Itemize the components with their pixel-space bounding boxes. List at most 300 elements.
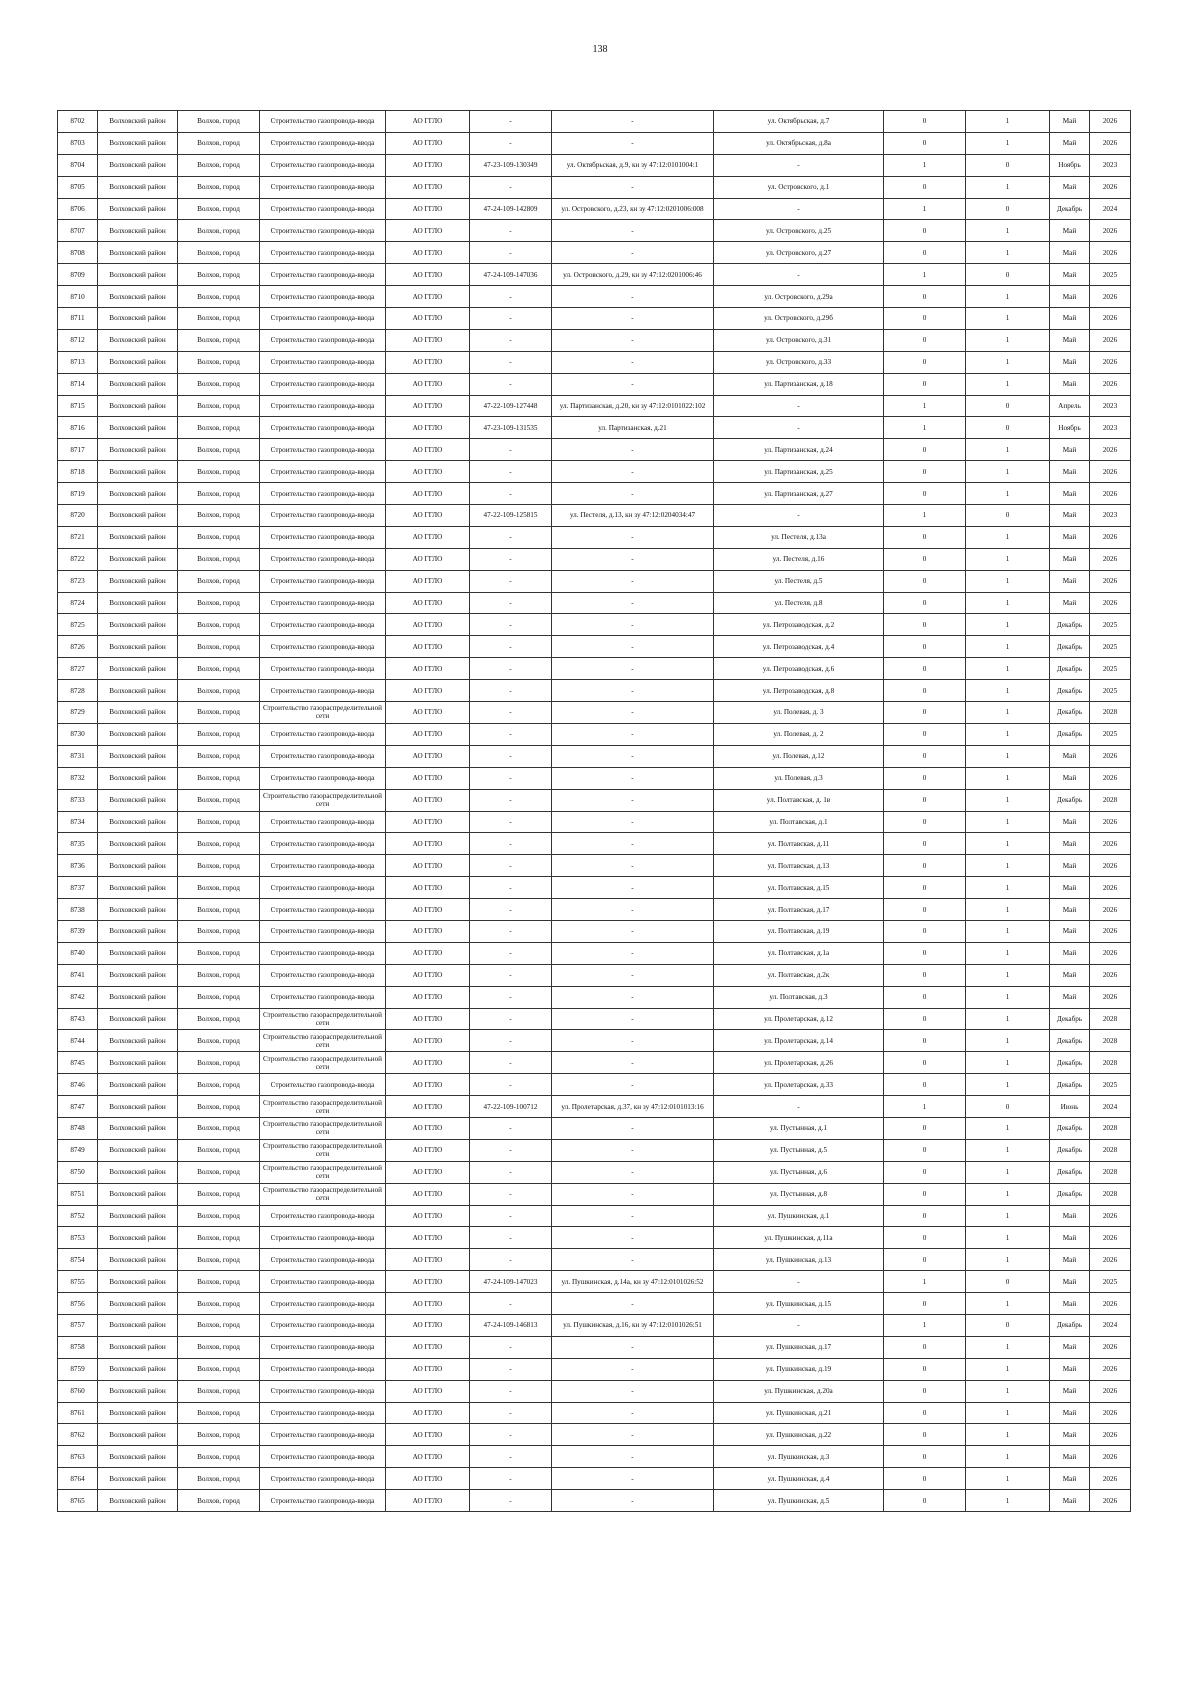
- application-number-cell: -: [470, 1336, 552, 1358]
- table-row: [58, 1161, 1131, 1183]
- settlement-cell: Волхов, город: [178, 570, 260, 592]
- month-cell: Май: [1050, 1424, 1090, 1446]
- month-cell: Май: [1050, 439, 1090, 461]
- count-a-cell: 1: [884, 264, 966, 286]
- existing-address-cell: -: [552, 1446, 714, 1468]
- planned-address-cell: ул. Пушкинская, д.15: [714, 1293, 884, 1315]
- application-number-cell: -: [470, 1205, 552, 1227]
- planned-address-cell: ул. Островского, д.1: [714, 176, 884, 198]
- application-number-cell: -: [470, 220, 552, 242]
- work-type-cell: Строительство газопровода-ввода: [260, 220, 386, 242]
- district-cell: Волховский район: [98, 964, 178, 986]
- planned-address-cell: ул. Полтавская, д.19: [714, 920, 884, 942]
- application-number-cell: -: [470, 767, 552, 789]
- month-cell: Декабрь: [1050, 1117, 1090, 1139]
- settlement-cell: Волхов, город: [178, 111, 260, 133]
- organization-cell: АО ГГЛО: [386, 461, 470, 483]
- table-row: [58, 1249, 1131, 1271]
- settlement-cell: Волхов, город: [178, 986, 260, 1008]
- settlement-cell: Волхов, город: [178, 1358, 260, 1380]
- settlement-cell: Волхов, город: [178, 745, 260, 767]
- count-b-cell: 1: [966, 614, 1050, 636]
- settlement-cell: Волхов, город: [178, 439, 260, 461]
- existing-address-cell: -: [552, 1008, 714, 1030]
- count-a-cell: 0: [884, 220, 966, 242]
- settlement-cell: Волхов, город: [178, 1314, 260, 1336]
- work-type-cell: Строительство газораспределительной сети: [260, 1096, 386, 1118]
- count-a-cell: 0: [884, 877, 966, 899]
- month-cell: Декабрь: [1050, 1052, 1090, 1074]
- work-type-cell: Строительство газопровода-ввода: [260, 767, 386, 789]
- district-cell: Волховский район: [98, 1096, 178, 1118]
- organization-cell: АО ГГЛО: [386, 1358, 470, 1380]
- organization-cell: АО ГГЛО: [386, 592, 470, 614]
- month-cell: Май: [1050, 308, 1090, 330]
- district-cell: Волховский район: [98, 636, 178, 658]
- year-cell: 2028: [1090, 1030, 1131, 1052]
- count-a-cell: 0: [884, 614, 966, 636]
- row-number-cell: 8757: [58, 1314, 98, 1336]
- count-b-cell: 1: [966, 351, 1050, 373]
- application-number-cell: -: [470, 1490, 552, 1512]
- organization-cell: АО ГГЛО: [386, 220, 470, 242]
- district-cell: Волховский район: [98, 877, 178, 899]
- year-cell: 2026: [1090, 329, 1131, 351]
- count-a-cell: 0: [884, 1249, 966, 1271]
- table-row: [58, 1096, 1131, 1118]
- year-cell: 2026: [1090, 920, 1131, 942]
- existing-address-cell: -: [552, 702, 714, 724]
- settlement-cell: Волхов, город: [178, 1446, 260, 1468]
- district-cell: Волховский район: [98, 264, 178, 286]
- year-cell: 2026: [1090, 111, 1131, 133]
- registry-table-body: [58, 111, 1131, 1512]
- organization-cell: АО ГГЛО: [386, 1227, 470, 1249]
- settlement-cell: Волхов, город: [178, 220, 260, 242]
- application-number-cell: -: [470, 526, 552, 548]
- month-cell: Декабрь: [1050, 198, 1090, 220]
- settlement-cell: Волхов, город: [178, 920, 260, 942]
- count-b-cell: 1: [966, 220, 1050, 242]
- year-cell: 2026: [1090, 767, 1131, 789]
- district-cell: Волховский район: [98, 1227, 178, 1249]
- organization-cell: АО ГГЛО: [386, 264, 470, 286]
- count-a-cell: 0: [884, 1380, 966, 1402]
- planned-address-cell: ул. Островского, д.29а: [714, 286, 884, 308]
- count-b-cell: 1: [966, 1402, 1050, 1424]
- organization-cell: АО ГГЛО: [386, 1490, 470, 1512]
- work-type-cell: Строительство газопровода-ввода: [260, 373, 386, 395]
- month-cell: Май: [1050, 1446, 1090, 1468]
- table-row: [58, 570, 1131, 592]
- count-a-cell: 0: [884, 1468, 966, 1490]
- month-cell: Май: [1050, 811, 1090, 833]
- existing-address-cell: ул. Пролетарская, д.37, кн зу 47:12:0101013:16: [552, 1096, 714, 1118]
- application-number-cell: -: [470, 702, 552, 724]
- count-b-cell: 1: [966, 680, 1050, 702]
- row-number-cell: 8750: [58, 1161, 98, 1183]
- count-b-cell: 1: [966, 1490, 1050, 1512]
- existing-address-cell: -: [552, 461, 714, 483]
- table-row: [58, 483, 1131, 505]
- application-number-cell: 47-24-109-147023: [470, 1271, 552, 1293]
- year-cell: 2023: [1090, 154, 1131, 176]
- work-type-cell: Строительство газопровода-ввода: [260, 242, 386, 264]
- year-cell: 2028: [1090, 1183, 1131, 1205]
- page-number: 138: [592, 44, 608, 55]
- table-row: [58, 1314, 1131, 1336]
- work-type-cell: Строительство газопровода-ввода: [260, 461, 386, 483]
- work-type-cell: Строительство газопровода-ввода: [260, 329, 386, 351]
- planned-address-cell: ул. Партизанская, д.18: [714, 373, 884, 395]
- table-row: [58, 1183, 1131, 1205]
- year-cell: 2026: [1090, 1468, 1131, 1490]
- table-row: [58, 702, 1131, 724]
- organization-cell: АО ГГЛО: [386, 855, 470, 877]
- planned-address-cell: ул. Полевая, д. 3: [714, 702, 884, 724]
- district-cell: Волховский район: [98, 614, 178, 636]
- month-cell: Май: [1050, 483, 1090, 505]
- existing-address-cell: ул. Партизанская, д.20, кн зу 47:12:0101022:102: [552, 395, 714, 417]
- month-cell: Декабрь: [1050, 636, 1090, 658]
- existing-address-cell: ул. Пушкинская, д.16, кн зу 47:12:0101026:51: [552, 1314, 714, 1336]
- application-number-cell: -: [470, 855, 552, 877]
- district-cell: Волховский район: [98, 176, 178, 198]
- year-cell: 2026: [1090, 855, 1131, 877]
- existing-address-cell: -: [552, 1468, 714, 1490]
- planned-address-cell: ул. Пролетарская, д.14: [714, 1030, 884, 1052]
- month-cell: Май: [1050, 877, 1090, 899]
- count-b-cell: 1: [966, 111, 1050, 133]
- row-number-cell: 8702: [58, 111, 98, 133]
- count-b-cell: 1: [966, 526, 1050, 548]
- settlement-cell: Волхов, город: [178, 1030, 260, 1052]
- count-a-cell: 0: [884, 351, 966, 373]
- organization-cell: АО ГГЛО: [386, 1205, 470, 1227]
- count-a-cell: 0: [884, 702, 966, 724]
- district-cell: Волховский район: [98, 1358, 178, 1380]
- application-number-cell: -: [470, 942, 552, 964]
- count-b-cell: 1: [966, 176, 1050, 198]
- count-b-cell: 1: [966, 964, 1050, 986]
- month-cell: Декабрь: [1050, 723, 1090, 745]
- organization-cell: АО ГГЛО: [386, 702, 470, 724]
- organization-cell: АО ГГЛО: [386, 526, 470, 548]
- organization-cell: АО ГГЛО: [386, 1293, 470, 1315]
- settlement-cell: Волхов, город: [178, 833, 260, 855]
- existing-address-cell: -: [552, 308, 714, 330]
- application-number-cell: -: [470, 1293, 552, 1315]
- count-a-cell: 1: [884, 505, 966, 527]
- count-a-cell: 0: [884, 548, 966, 570]
- existing-address-cell: -: [552, 636, 714, 658]
- count-a-cell: 0: [884, 176, 966, 198]
- planned-address-cell: ул. Полтавская, д.3: [714, 986, 884, 1008]
- table-row: [58, 1468, 1131, 1490]
- year-cell: 2026: [1090, 1293, 1131, 1315]
- table-row: [58, 1271, 1131, 1293]
- count-a-cell: 1: [884, 395, 966, 417]
- month-cell: Май: [1050, 111, 1090, 133]
- planned-address-cell: ул. Пестеля, д.16: [714, 548, 884, 570]
- planned-address-cell: ул. Полевая, д.3: [714, 767, 884, 789]
- year-cell: 2024: [1090, 1096, 1131, 1118]
- year-cell: 2028: [1090, 789, 1131, 811]
- table-row: [58, 1117, 1131, 1139]
- row-number-cell: 8717: [58, 439, 98, 461]
- district-cell: Волховский район: [98, 1314, 178, 1336]
- district-cell: Волховский район: [98, 920, 178, 942]
- district-cell: Волховский район: [98, 395, 178, 417]
- organization-cell: АО ГГЛО: [386, 899, 470, 921]
- application-number-cell: -: [470, 592, 552, 614]
- existing-address-cell: ул. Октябрьская, д.9, кн зу 47:12:0101004:1: [552, 154, 714, 176]
- settlement-cell: Волхов, город: [178, 1293, 260, 1315]
- planned-address-cell: ул. Октябрьская, д.8а: [714, 132, 884, 154]
- application-number-cell: 47-24-109-142809: [470, 198, 552, 220]
- existing-address-cell: -: [552, 483, 714, 505]
- count-b-cell: 0: [966, 395, 1050, 417]
- planned-address-cell: ул. Пушкинская, д.13: [714, 1249, 884, 1271]
- planned-address-cell: ул. Пролетарская, д.33: [714, 1074, 884, 1096]
- planned-address-cell: ул. Октябрьская, д.7: [714, 111, 884, 133]
- district-cell: Волховский район: [98, 570, 178, 592]
- planned-address-cell: ул. Пушкинская, д.20а: [714, 1380, 884, 1402]
- district-cell: Волховский район: [98, 1161, 178, 1183]
- organization-cell: АО ГГЛО: [386, 877, 470, 899]
- district-cell: Волховский район: [98, 592, 178, 614]
- count-b-cell: 1: [966, 1139, 1050, 1161]
- existing-address-cell: -: [552, 1161, 714, 1183]
- month-cell: Май: [1050, 986, 1090, 1008]
- count-a-cell: 0: [884, 636, 966, 658]
- application-number-cell: 47-22-109-125815: [470, 505, 552, 527]
- count-a-cell: 0: [884, 329, 966, 351]
- district-cell: Волховский район: [98, 702, 178, 724]
- district-cell: Волховский район: [98, 308, 178, 330]
- planned-address-cell: -: [714, 417, 884, 439]
- application-number-cell: -: [470, 1424, 552, 1446]
- year-cell: 2024: [1090, 1314, 1131, 1336]
- existing-address-cell: -: [552, 220, 714, 242]
- settlement-cell: Волхов, город: [178, 242, 260, 264]
- application-number-cell: -: [470, 811, 552, 833]
- month-cell: Май: [1050, 833, 1090, 855]
- settlement-cell: Волхов, город: [178, 942, 260, 964]
- planned-address-cell: ул. Пролетарская, д.26: [714, 1052, 884, 1074]
- settlement-cell: Волхов, город: [178, 308, 260, 330]
- table-row: [58, 132, 1131, 154]
- table-row: [58, 264, 1131, 286]
- settlement-cell: Волхов, город: [178, 176, 260, 198]
- row-number-cell: 8758: [58, 1336, 98, 1358]
- settlement-cell: Волхов, город: [178, 899, 260, 921]
- row-number-cell: 8732: [58, 767, 98, 789]
- application-number-cell: -: [470, 833, 552, 855]
- table-row: [58, 198, 1131, 220]
- row-number-cell: 8755: [58, 1271, 98, 1293]
- organization-cell: АО ГГЛО: [386, 1336, 470, 1358]
- work-type-cell: Строительство газопровода-ввода: [260, 132, 386, 154]
- month-cell: Май: [1050, 1205, 1090, 1227]
- year-cell: 2026: [1090, 132, 1131, 154]
- organization-cell: АО ГГЛО: [386, 614, 470, 636]
- count-a-cell: 0: [884, 483, 966, 505]
- planned-address-cell: -: [714, 264, 884, 286]
- work-type-cell: Строительство газопровода-ввода: [260, 1446, 386, 1468]
- count-b-cell: 1: [966, 132, 1050, 154]
- existing-address-cell: -: [552, 1227, 714, 1249]
- count-a-cell: 1: [884, 1271, 966, 1293]
- existing-address-cell: ул. Партизанская, д.21: [552, 417, 714, 439]
- planned-address-cell: ул. Пустынная, д.1: [714, 1117, 884, 1139]
- planned-address-cell: ул. Партизанская, д.24: [714, 439, 884, 461]
- month-cell: Май: [1050, 855, 1090, 877]
- planned-address-cell: -: [714, 505, 884, 527]
- planned-address-cell: ул. Петрозаводская, д.2: [714, 614, 884, 636]
- row-number-cell: 8753: [58, 1227, 98, 1249]
- work-type-cell: Строительство газораспределительной сети: [260, 702, 386, 724]
- planned-address-cell: ул. Партизанская, д.25: [714, 461, 884, 483]
- count-a-cell: 0: [884, 286, 966, 308]
- table-row: [58, 592, 1131, 614]
- work-type-cell: Строительство газораспределительной сети: [260, 1030, 386, 1052]
- count-b-cell: 1: [966, 920, 1050, 942]
- work-type-cell: Строительство газопровода-ввода: [260, 1358, 386, 1380]
- planned-address-cell: ул. Пустынная, д.5: [714, 1139, 884, 1161]
- table-row: [58, 767, 1131, 789]
- district-cell: Волховский район: [98, 373, 178, 395]
- application-number-cell: -: [470, 461, 552, 483]
- count-a-cell: 0: [884, 986, 966, 1008]
- existing-address-cell: -: [552, 1074, 714, 1096]
- existing-address-cell: -: [552, 964, 714, 986]
- count-a-cell: 0: [884, 1424, 966, 1446]
- existing-address-cell: -: [552, 1249, 714, 1271]
- settlement-cell: Волхов, город: [178, 636, 260, 658]
- year-cell: 2026: [1090, 461, 1131, 483]
- settlement-cell: Волхов, город: [178, 1139, 260, 1161]
- count-b-cell: 1: [966, 1052, 1050, 1074]
- row-number-cell: 8760: [58, 1380, 98, 1402]
- count-a-cell: 0: [884, 1030, 966, 1052]
- row-number-cell: 8746: [58, 1074, 98, 1096]
- row-number-cell: 8749: [58, 1139, 98, 1161]
- year-cell: 2026: [1090, 439, 1131, 461]
- count-b-cell: 1: [966, 1008, 1050, 1030]
- settlement-cell: Волхов, город: [178, 767, 260, 789]
- application-number-cell: 47-24-109-147036: [470, 264, 552, 286]
- table-row: [58, 1074, 1131, 1096]
- row-number-cell: 8724: [58, 592, 98, 614]
- planned-address-cell: ул. Пустынная, д.6: [714, 1161, 884, 1183]
- year-cell: 2026: [1090, 548, 1131, 570]
- application-number-cell: -: [470, 1183, 552, 1205]
- planned-address-cell: ул. Полевая, д. 2: [714, 723, 884, 745]
- organization-cell: АО ГГЛО: [386, 1249, 470, 1271]
- year-cell: 2023: [1090, 417, 1131, 439]
- planned-address-cell: ул. Пушкинская, д.17: [714, 1336, 884, 1358]
- month-cell: Май: [1050, 1336, 1090, 1358]
- settlement-cell: Волхов, город: [178, 132, 260, 154]
- month-cell: Апрель: [1050, 395, 1090, 417]
- organization-cell: АО ГГЛО: [386, 111, 470, 133]
- count-a-cell: 0: [884, 308, 966, 330]
- application-number-cell: -: [470, 899, 552, 921]
- planned-address-cell: ул. Полтавская, д.15: [714, 877, 884, 899]
- table-row: [58, 811, 1131, 833]
- count-a-cell: 0: [884, 833, 966, 855]
- settlement-cell: Волхов, город: [178, 351, 260, 373]
- count-a-cell: 0: [884, 1358, 966, 1380]
- planned-address-cell: ул. Пушкинская, д.3: [714, 1446, 884, 1468]
- existing-address-cell: -: [552, 1183, 714, 1205]
- existing-address-cell: -: [552, 614, 714, 636]
- work-type-cell: Строительство газопровода-ввода: [260, 1227, 386, 1249]
- year-cell: 2026: [1090, 242, 1131, 264]
- table-row: [58, 964, 1131, 986]
- work-type-cell: Строительство газопровода-ввода: [260, 1424, 386, 1446]
- count-a-cell: 0: [884, 242, 966, 264]
- month-cell: Май: [1050, 176, 1090, 198]
- row-number-cell: 8730: [58, 723, 98, 745]
- year-cell: 2026: [1090, 483, 1131, 505]
- planned-address-cell: ул. Полтавская, д.11: [714, 833, 884, 855]
- table-row: [58, 351, 1131, 373]
- table-row: [58, 308, 1131, 330]
- count-a-cell: 0: [884, 1205, 966, 1227]
- organization-cell: АО ГГЛО: [386, 154, 470, 176]
- count-b-cell: 1: [966, 1358, 1050, 1380]
- count-a-cell: 0: [884, 942, 966, 964]
- application-number-cell: -: [470, 614, 552, 636]
- year-cell: 2025: [1090, 680, 1131, 702]
- application-number-cell: -: [470, 745, 552, 767]
- year-cell: 2023: [1090, 395, 1131, 417]
- work-type-cell: Строительство газораспределительной сети: [260, 1139, 386, 1161]
- year-cell: 2026: [1090, 1402, 1131, 1424]
- table-row: [58, 942, 1131, 964]
- work-type-cell: Строительство газопровода-ввода: [260, 176, 386, 198]
- application-number-cell: -: [470, 789, 552, 811]
- month-cell: Май: [1050, 1490, 1090, 1512]
- work-type-cell: Строительство газопровода-ввода: [260, 920, 386, 942]
- planned-address-cell: ул. Пустынная, д.8: [714, 1183, 884, 1205]
- month-cell: Май: [1050, 592, 1090, 614]
- work-type-cell: Строительство газопровода-ввода: [260, 1249, 386, 1271]
- district-cell: Волховский район: [98, 833, 178, 855]
- row-number-cell: 8721: [58, 526, 98, 548]
- month-cell: Декабрь: [1050, 1183, 1090, 1205]
- row-number-cell: 8735: [58, 833, 98, 855]
- table-row: [58, 461, 1131, 483]
- district-cell: Волховский район: [98, 286, 178, 308]
- row-number-cell: 8708: [58, 242, 98, 264]
- application-number-cell: -: [470, 1249, 552, 1271]
- work-type-cell: Строительство газопровода-ввода: [260, 942, 386, 964]
- planned-address-cell: ул. Островского, д.33: [714, 351, 884, 373]
- row-number-cell: 8725: [58, 614, 98, 636]
- planned-address-cell: ул. Полевая, д.12: [714, 745, 884, 767]
- district-cell: Волховский район: [98, 111, 178, 133]
- settlement-cell: Волхов, город: [178, 1074, 260, 1096]
- year-cell: 2026: [1090, 373, 1131, 395]
- row-number-cell: 8763: [58, 1446, 98, 1468]
- work-type-cell: Строительство газопровода-ввода: [260, 658, 386, 680]
- existing-address-cell: -: [552, 833, 714, 855]
- district-cell: Волховский район: [98, 855, 178, 877]
- year-cell: 2026: [1090, 351, 1131, 373]
